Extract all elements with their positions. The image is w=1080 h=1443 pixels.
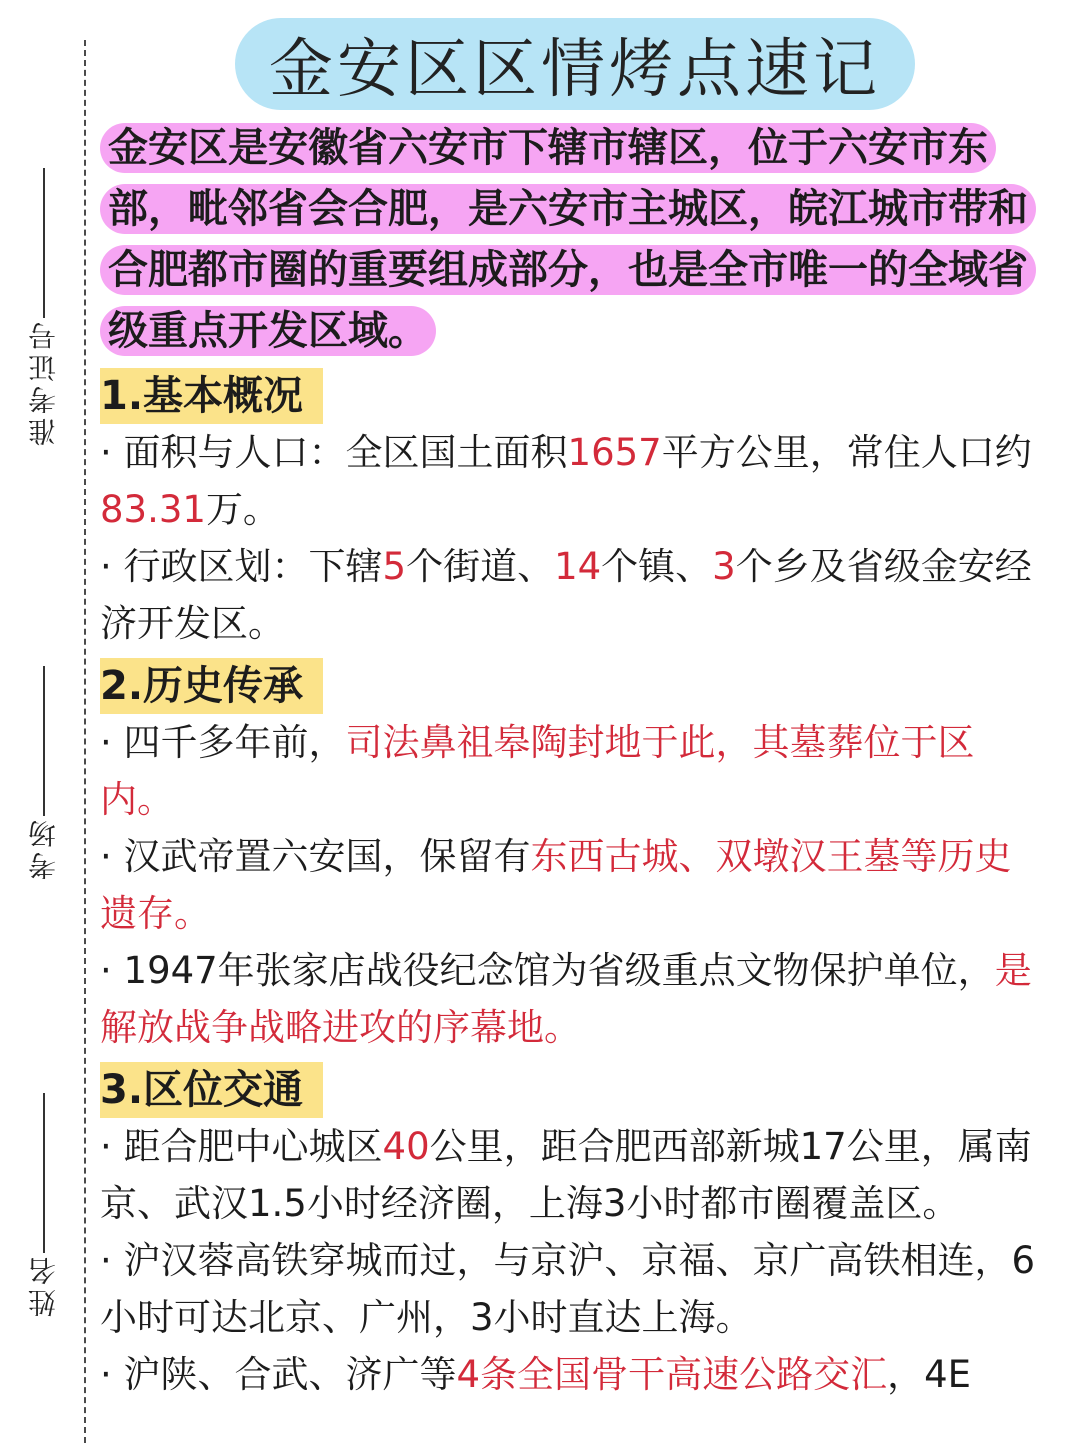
admission-number-field xyxy=(24,168,64,446)
exam-venue-field xyxy=(24,666,64,880)
location-item-highways: · 沪陕、合武、济广等4条全国骨干高速公路交汇，4E xyxy=(100,1353,971,1396)
candidate-name-label: 姓名 xyxy=(27,1253,60,1317)
binding-dashed-line xyxy=(84,40,86,1443)
location-item-distance: · 距合肥中心城区40公里，距合肥西部新城17公里，属南京、武汉1.5小时经济圈，上海3小时都市圈覆盖区。 xyxy=(100,1125,1032,1225)
title-banner xyxy=(235,18,915,110)
admission-number-rule xyxy=(43,168,45,318)
history-item-zhangjiadian: · 1947年张家店战役纪念馆为省级重点文物保护单位，是解放战争战略进攻的序幕地。 xyxy=(100,949,1032,1049)
candidate-name-field xyxy=(24,1093,64,1317)
admission-number-label: 准考证号 xyxy=(27,318,60,446)
history-item-gaotao: · 四千多年前，司法鼻祖皋陶封地于此，其墓葬位于区内。 xyxy=(100,721,975,821)
history-item-liuan-kingdom: · 汉武帝置六安国，保留有东西古城、双墩汉王墓等历史遗存。 xyxy=(100,835,1012,935)
section-heading-history: 2.历史传承 xyxy=(100,658,323,714)
section-heading-basic: 1.基本概况 xyxy=(100,368,323,424)
exam-venue-rule xyxy=(43,666,45,816)
basic-area-population: · 面积与人口：全区国土面积1657平方公里，常住人口约83.31万。 xyxy=(100,431,1032,531)
basic-administrative-division: · 行政区划：下辖5个街道、14个镇、3个乡及省级金安经济开发区。 xyxy=(100,545,1032,645)
intro-text: 金安区是安徽省六安市下辖市辖区，位于六安市东部，毗邻省会合肥，是六安市主城区，皖江城市带和合肥都市圈的重要组成部分，也是全市唯一的全域省级重点开发区域。 xyxy=(100,123,1036,356)
document-body xyxy=(100,18,1045,1403)
location-item-railway: · 沪汉蓉高铁穿城而过，与京沪、京福、京广高铁相连，6小时可达北京、广州，3小时直达上海。 xyxy=(100,1239,1036,1339)
exam-margin-strip xyxy=(0,0,84,1443)
exam-venue-label: 考场 xyxy=(27,816,60,880)
page-title: 金安区区情烤点速记 xyxy=(269,33,881,107)
section-heading-location: 3.区位交通 xyxy=(100,1062,323,1118)
intro-paragraph xyxy=(100,118,1045,362)
candidate-name-rule xyxy=(43,1093,45,1253)
